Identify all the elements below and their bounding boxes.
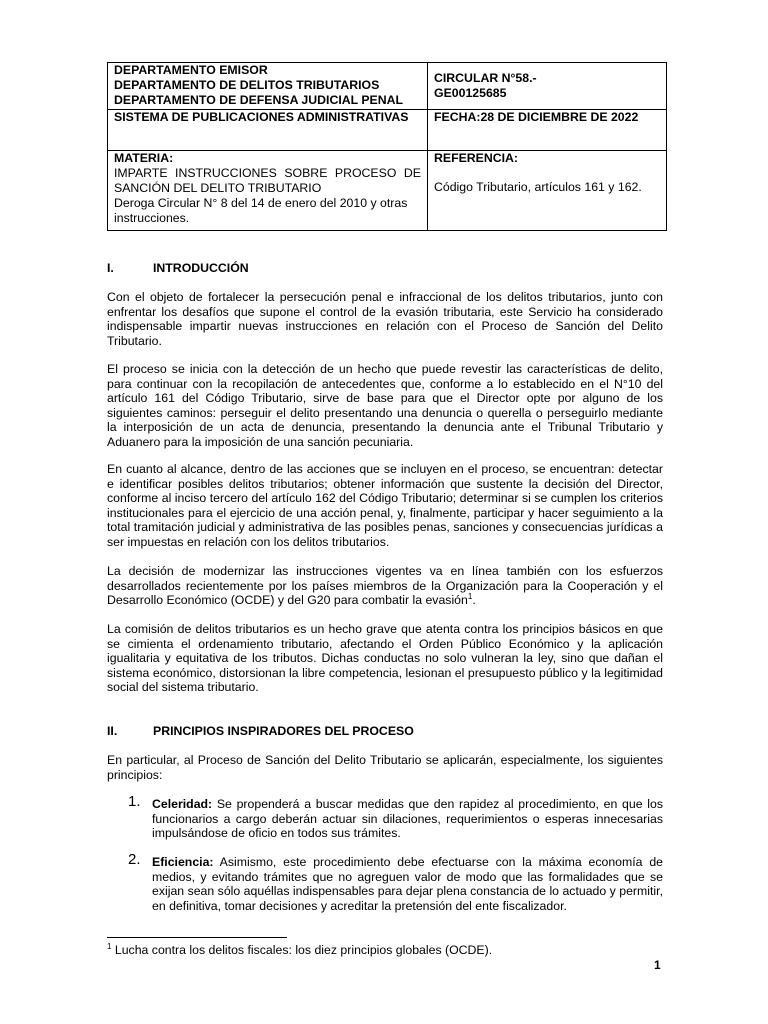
reference-text: Código Tributario, artículos 161 y 162. <box>434 180 642 194</box>
header-table <box>107 62 667 231</box>
intro-paragraph-4-text: La decisión de modernizar las instrucciones vigentes va en línea también con los esfuerzos desarrollados recientemente por los países miembros de la Organización para la Cooperación y el Desarrollo Económico (OCDE) y del G20 para combatir la evasión <box>107 564 663 608</box>
principle-number: 1. <box>128 793 141 810</box>
derogation-text: Deroga Circular N° 8 del 14 de enero del 2010 y otras instrucciones. <box>114 196 408 225</box>
footnote-mark: 1 <box>107 941 112 951</box>
reference-cell <box>428 151 667 231</box>
intro-paragraph-5: La comisión de delitos tributarios es un hecho grave que atenta contra los principios básicos en que se cimienta el ordenamiento tributario, afectando el Orden Público Económico y la aplicación igualitaria y equitativa de los tributos. Dichas conductas no solo vulneran la ley, sino que dañan el sistema económico, distorsionan la libre competencia, lesionan el presupuesto público y la legitimidad social del sistema tributario. <box>107 622 663 695</box>
principle-text: Se propenderá a buscar medidas que den rapidez al procedimiento, en que los funcionarios a cargo deberán actuar sin dilaciones, requerimientos o esperas innecesarias impulsándose de oficio en todos sus trámites. <box>152 797 663 841</box>
section-2-number: II. <box>107 724 118 738</box>
section-2-title: PRINCIPIOS INSPIRADORES DEL PROCESO <box>153 724 414 738</box>
section-1-heading <box>107 261 249 275</box>
circular-number: CIRCULAR N°58.- <box>434 71 537 85</box>
section-1-title: INTRODUCCIÓN <box>153 261 249 275</box>
intro-paragraph-4-end: . <box>472 593 476 608</box>
department-judicial-defense: DEPARTAMENTO DE DEFENSA JUDICIAL PENAL <box>114 93 404 107</box>
intro-paragraph-3: En cuanto al alcance, dentro de las acciones que se incluyen en el proceso, se encuentran: detectar e identificar posibles delitos tributarios; obtener información que sustente la decisión del Director, conforme al inciso tercero del artículo 162 del Código Tributario; determinar si se cumplen los criterios institucionales para el ejercicio de una acción penal, y, finalmente, participar y hacer seguimiento a la total tramitación judicial y administrativa de las posibles penas, sanciones y consecuencias jurídicas a ser impuestas en relación con los delitos tributarios. <box>107 462 663 549</box>
subject-text: IMPARTE INSTRUCCIONES SOBRE PROCESO DE SANCIÓN DEL DELITO TRIBUTARIO <box>114 166 421 195</box>
subject-cell <box>108 151 428 231</box>
intro-paragraph-2: El proceso se inicia con la detección de un hecho que puede revestir las características de delito, para continuar con la recopilación de antecedentes que, conforme a lo establecido en el N°10 del artículo 161 del Código Tributario, sirve de base para que el Director opte por alguno de los siguientes caminos: perseguir el delito presentando una denuncia o querella o perseguirlo mediante la interposición de un acta de denuncia, presentando la denuncia ante el Tribunal Tributario y Aduanero para la imposición de una sanción pecuniaria. <box>107 362 663 449</box>
intro-paragraph-1: Con el objeto de fortalecer la persecución penal e infraccional de los delitos tributarios, junto con enfrentar los desafíos que supone el control de la evasión tributaria, este Servicio ha considerado indispensable impartir nuevas instrucciones en relación con el Proceso de Sanción del Delito Tributario. <box>107 290 663 348</box>
principle-label: Eficiencia: <box>152 855 214 869</box>
publication-system: SISTEMA DE PUBLICACIONES ADMINISTRATIVAS <box>108 110 428 151</box>
principle-number: 2. <box>128 851 141 868</box>
document-date: FECHA:28 DE DICIEMBRE DE 2022 <box>428 110 667 151</box>
intro-paragraph-4 <box>107 564 663 608</box>
department-tax-crimes: DEPARTAMENTO DE DELITOS TRIBUTARIOS <box>114 78 380 92</box>
reference-label: REFERENCIA: <box>434 151 519 165</box>
footnote-separator <box>107 937 287 938</box>
footnote <box>107 943 492 957</box>
circular-code: GE00125685 <box>434 86 507 100</box>
section-1-number: I. <box>107 261 114 275</box>
principle-text: Asimismo, este procedimiento debe efectuarse con la máxima economía de medios, y evitando trámites que no agreguen valor de modo que las formalidades que se exijan sean sólo aquéllas indispensables para dejar plena constancia de lo actuado y permitir, en definitiva, tomar decisiones y acreditar la pretensión del ente fiscalizador. <box>152 855 663 913</box>
subject-label: MATERIA: <box>114 151 174 165</box>
principle-item <box>128 793 663 841</box>
issuing-department-cell <box>108 63 428 110</box>
issuing-department-label: DEPARTAMENTO EMISOR <box>114 63 268 77</box>
principle-item <box>128 851 663 913</box>
principle-label: Celeridad: <box>152 797 213 811</box>
principles-intro: En particular, al Proceso de Sanción del Delito Tributario se aplicarán, especialmente, los siguientes principios: <box>107 753 663 782</box>
page-number: 1 <box>654 958 661 972</box>
circular-cell <box>428 63 667 110</box>
footnote-text: Lucha contra los delitos fiscales: los diez principios globales (OCDE). <box>111 943 493 957</box>
section-2-heading <box>107 724 414 738</box>
footnote-ref-1[interactable]: 1 <box>467 592 473 602</box>
